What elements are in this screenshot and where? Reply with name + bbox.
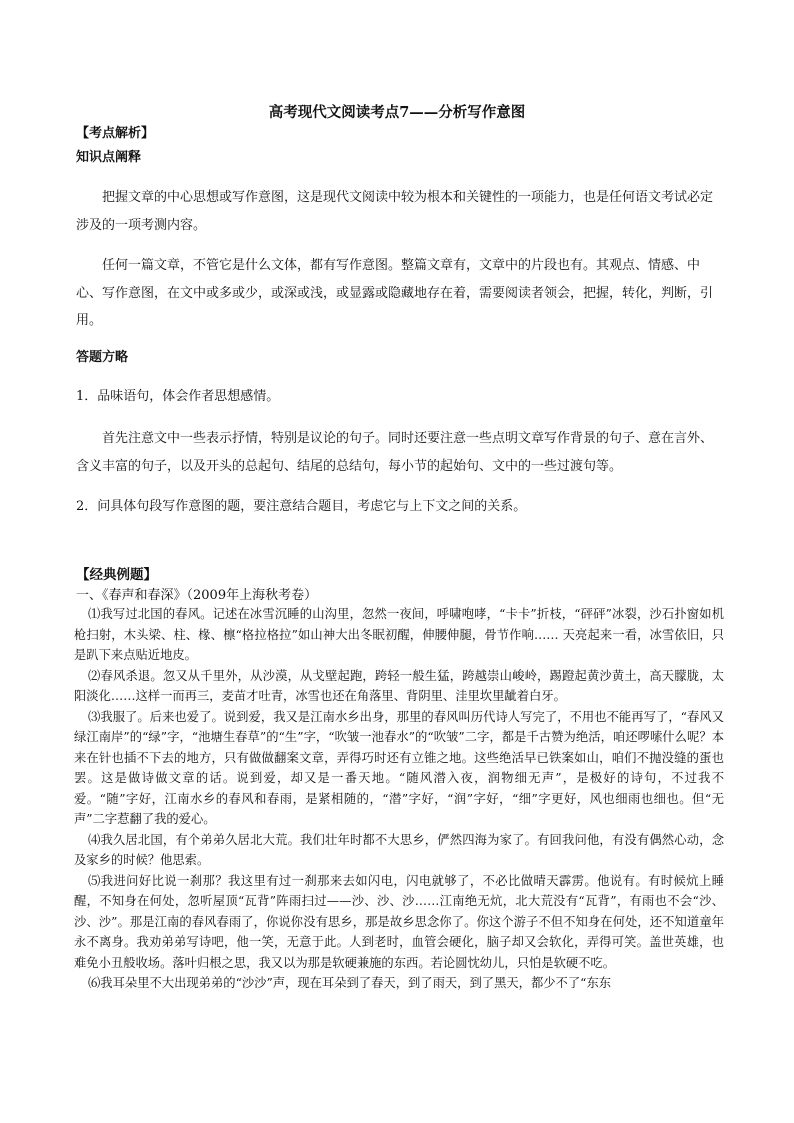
paragraph-1: 把握文章的中心思想或写作意图，这是现代文阅读中较为根本和关键性的一项能力，也是任何语文考试必定涉及的一项考测内容。	[76, 190, 714, 233]
strategy-item-2: 2．问具体句段写作意图的题，要注意结合题目，考虑它与上下文之间的关系。	[76, 499, 527, 514]
example-paragraph-3: ⑶我服了。后来也爱了。说到爱，我又是江南水乡出身，那里的春风叫历代诗人写完了，不用也不能再写了，“春风又绿江南岸”的“绿”字，“池塘生春草”的“生”字，“吹皱一池春水”的“吹皱”二字，都是千古赞为绝活，咱还啰嗦什么呢？本来在针也插不下去的地方，只有做做翻案文章，弄得巧时还有立锥之地。这些绝活早已铁案如山，咱们不抛没缝的蛋也罢。这是做诗做文章的话。说到爱，却又是一番天地。“随风潜入夜，润物细无声”，是极好的诗句，不过我不爱。“随”字好，江南水乡的春风和春雨，是紧相随的，“潜”字好，“润”字好，“细”字更好，风也细雨也细也。但“无声”二字惹翻了我的爱心。	[74, 709, 724, 826]
paragraph-2: 任何一篇文章，不管它是什么文体，都有写作意图。整篇文章有，文章中的片段也有。其观点、情感、中心、写作意图，在文中或多或少，或深或浅，或显露或隐藏地存在着，需要阅读者领会，把握，转化，判断，引用。	[76, 258, 714, 328]
example-paragraph-5: ⑸我进问好比说一刹那？我这里有过一刹那来去如闪电，闪电就够了，不必比做晴天霹雳。他说有。有时候炕上睡醒，不知身在何处，忽听屋顶“瓦背”阵雨扫过——沙、沙、沙……江南绝无炕，北大荒没有“瓦背”，有雨也不会“沙、沙、沙”。那是江南的春风春雨了，你说你没有思乡，那是故乡思念你了。你这个游子不但不知身在何处，还不知道童年永不离身。我劝弟弟写诗吧，他一笑，无意于此。人到老时，血管会硬化，脑子却又会软化，弄得可笑。盖世英雄，也难免小丑般收场。落叶归根之思，我又以为那是软硬兼施的东西。若论圆忱幼儿，只怕是软硬不吃。	[74, 873, 724, 970]
example-source: 一、《春声和春深》（2009年上海秋考卷）	[76, 588, 318, 603]
paragraph-3: 首先注意文中一些表示抒情，特别是议论的句子。同时还要注意一些点明文章写作背景的句子、意在言外、含义丰富的句子，以及开头的总起句、结尾的总结句，每小节的起始句、文中的一些过渡句等。	[76, 431, 714, 474]
example-paragraph-1: ⑴我写过北国的春风。记述在冰雪沉睡的山沟里，忽然一夜间，呼啸咆哮，“卡卡”折枝，“砰砰”冰裂，沙石扑窗如机枪扫射，木头梁、柱、椽、檩“格拉格拉”如山神大出冬眠初醒，伸腰伸腿，骨节作响…… 天亮起来一看，冰雪依旧，只是趴下来点贴近地皮。	[74, 607, 724, 662]
example-paragraph-2: ⑵春风杀退。忽又从千里外，从沙漠，从戈壁起跑，跨轻一般生猛，跨越崇山峻岭，踢蹬起黄沙黄土，高天朦胧，太阳淡化……这样一而再三，麦苗才吐青，冰雪也还在角落里、背阴里、洼里坎里龇着白牙。	[74, 668, 724, 703]
section-heading-analysis: 【考点解析】	[76, 126, 155, 141]
subheading-knowledge: 知识点阐释	[76, 150, 142, 165]
strategy-item-1: 1．品味语句，体会作者思想感情。	[76, 389, 280, 404]
subheading-strategy: 答题方略	[76, 350, 129, 365]
page-title: 高考现代文阅读考点7——分析写作意图	[268, 104, 526, 121]
example-text	[74, 604, 724, 994]
example-paragraph-6: ⑹我耳朵里不大出现弟弟的“沙沙”声，现在耳朵到了春天，到了雨天，到了黑天，都少不了“东东	[88, 976, 612, 990]
section-heading-examples: 【经典例题】	[76, 567, 157, 583]
example-paragraph-4: ⑷我久居北国，有个弟弟久居北大荒。我们壮年时都不大思乡，俨然四海为家了。有回我问他，有没有偶然心动，念及家乡的时候？他思索。	[74, 832, 724, 867]
